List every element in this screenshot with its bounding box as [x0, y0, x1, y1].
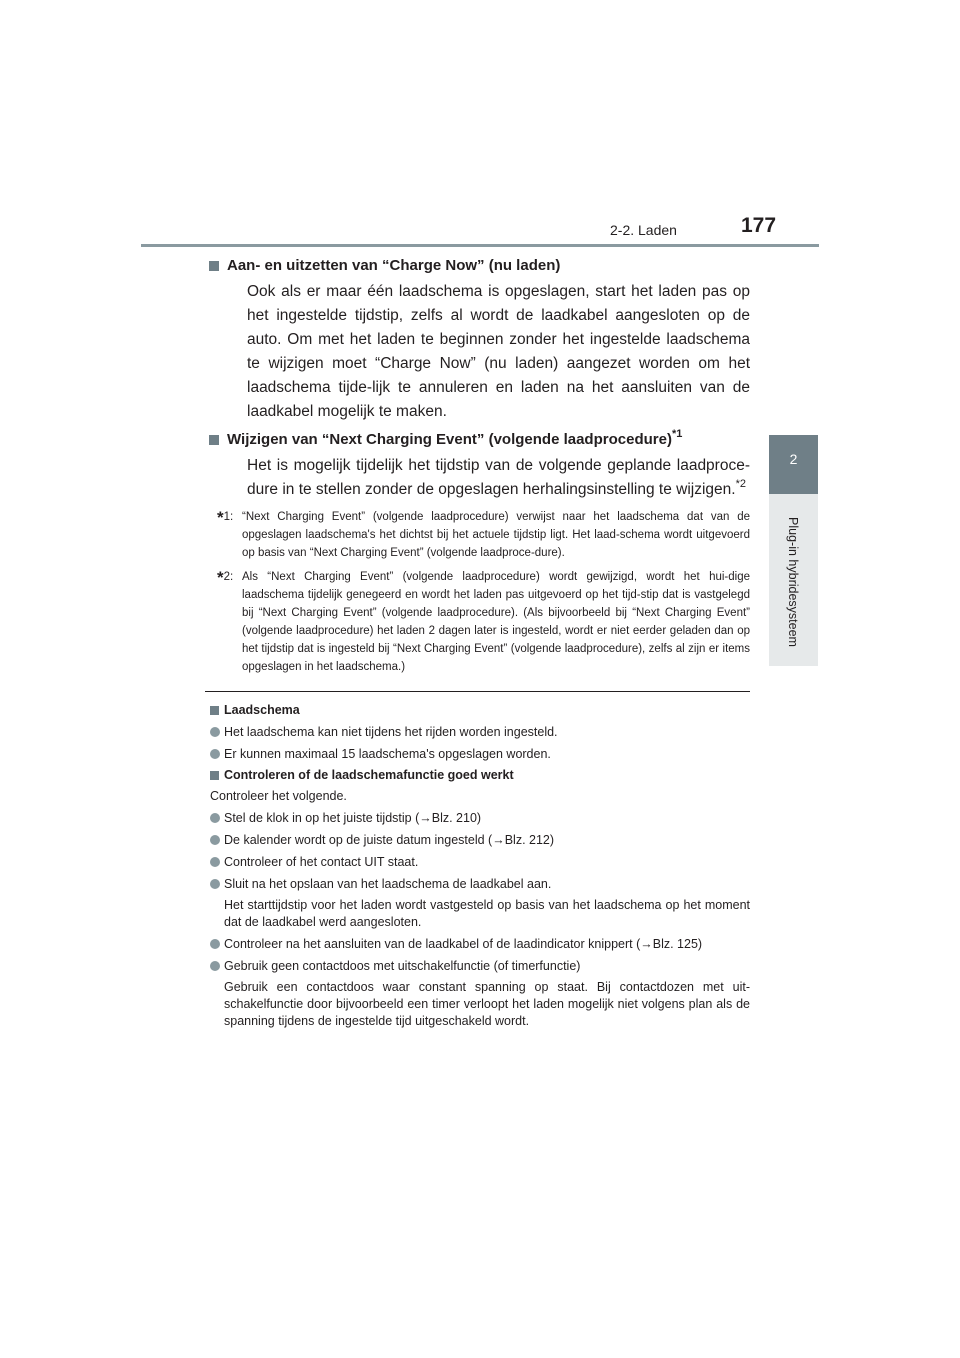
footnote-1	[205, 508, 750, 562]
circle-bullet-icon	[210, 857, 220, 867]
square-bullet-icon	[209, 261, 219, 271]
section-divider	[205, 691, 750, 692]
list-item-detail: Gebruik een contactdoos waar constant spanning op staat. Bij contactdozen met uit-schakelfunctie door bijvoorbeeld een timer verloopt het laden mogelijk niet volgens plan als de spanning tijdens de ingestelde tijd uitgeschakeld wordt.	[224, 980, 750, 1028]
heading-text: Aan- en uitzetten van “Charge Now” (nu laden)	[227, 257, 561, 274]
list-item: Controleer of het contact UIT staat.	[210, 854, 750, 871]
list-item: Gebruik geen contactdoos met uitschakelfunctie (of timerfunctie)	[210, 958, 750, 975]
list-item: Het laadschema kan niet tijdens het rijden worden ingesteld.	[210, 724, 750, 741]
list-item-detail: Het starttijdstip voor het laden wordt vastgesteld op basis van het laadschema op het moment dat de laadkabel werd aangesloten.	[224, 898, 750, 929]
heading-text: Wijzigen van “Next Charging Event” (volgende laadprocedure)	[227, 431, 672, 448]
side-tab-label: Plug-in hybridesysteem	[786, 517, 800, 647]
circle-bullet-icon	[210, 749, 220, 759]
page-number: 177	[741, 214, 777, 237]
circle-bullet-icon	[210, 939, 220, 949]
main-content	[205, 252, 750, 676]
circle-bullet-icon	[210, 727, 220, 737]
paragraph-text: Het is mogelijk tijdelijk het tijdstip van de volgende geplande laadproce-dure in te stellen zonder de opgeslagen herhalingsinstelling te wijzigen.	[247, 457, 750, 498]
info-heading-controleren	[210, 767, 750, 784]
list-item: Er kunnen maximaal 15 laadschema's opgeslagen worden.	[210, 746, 750, 763]
header-section: 2-2. Laden	[610, 222, 677, 238]
info-heading-text: Controleren of de laadschemafunctie goed werkt	[224, 768, 514, 782]
footnote-text: Als “Next Charging Event” (volgende laadprocedure) wordt gewijzigd, wordt het hui-dige laadschema tijdelijk genegeerd en wordt het laden pas uitgevoerd op het tijd-stip dat is vastgelegd bij “Next Charging Event” (volgende laadprocedure). (Als bijvoorbeeld bij “Next Charging Event” (volgende laadprocedure) het laden 2 dagen later is ingesteld, wordt er niet eerder geladen dan op het tijdstip dat is ingesteld bij “Next Charging Event” (volgende laadprocedure), zelfs al zijn er items opgeslagen in het laadschema.)	[242, 571, 750, 673]
section-heading-charge-now	[205, 254, 750, 278]
info-section	[210, 698, 750, 1030]
square-bullet-icon	[210, 771, 219, 780]
info-heading-text: Laadschema	[224, 703, 300, 717]
paragraph-next-charging-event	[205, 454, 750, 502]
footnote-text: “Next Charging Event” (volgende laadprocedure) verwijst naar het laadschema dat van de opgeslagen laadschema's het dichtst bij het actuele tijdstip ligt. Het laad-schema wordt uitgevoerd op basis van “Next Charging Event” (volgende laadproce-dure).	[242, 511, 750, 559]
footnote-2	[205, 568, 750, 676]
square-bullet-icon	[210, 706, 219, 715]
footnote-mark: *1:	[217, 508, 234, 527]
circle-bullet-icon	[210, 879, 220, 889]
list-item: De kalender wordt op de juiste datum ingesteld (→Blz. 212)	[210, 832, 750, 849]
square-bullet-icon	[209, 435, 219, 445]
info-heading-laadschema	[210, 702, 750, 719]
list-item: Stel de klok in op het juiste tijdstip (→Blz. 210)	[210, 810, 750, 827]
list-item: Sluit na het opslaan van het laadschema de laadkabel aan.	[210, 876, 750, 893]
side-tab-number: 2	[789, 451, 798, 467]
paragraph-charge-now: Ook als er maar één laadschema is opgeslagen, start het laden pas op het ingestelde tijdstip, zelfs al wordt de laadkabel aangesloten op de auto. Om met het laden te beginnen zonder het ingestelde laadschema te wijzigen moet “Charge Now” (nu laden) aangezet worden om het laadschema tijde-lijk te annuleren en laden na het aansluiten van de laadkabel mogelijk te maken.	[247, 283, 750, 420]
info-intro: Controleer het volgende.	[210, 789, 347, 803]
footnote-ref: *1	[671, 428, 683, 440]
header-rule	[141, 244, 819, 247]
footnote-ref: *2	[735, 478, 746, 490]
section-heading-next-charging-event	[205, 428, 750, 452]
circle-bullet-icon	[210, 835, 220, 845]
side-tab	[769, 435, 818, 494]
circle-bullet-icon	[210, 813, 220, 823]
list-item: Controleer na het aansluiten van de laadkabel of de laadindicator knippert (→Blz. 125)	[210, 936, 750, 953]
footnote-mark: *2:	[217, 568, 234, 587]
circle-bullet-icon	[210, 961, 220, 971]
